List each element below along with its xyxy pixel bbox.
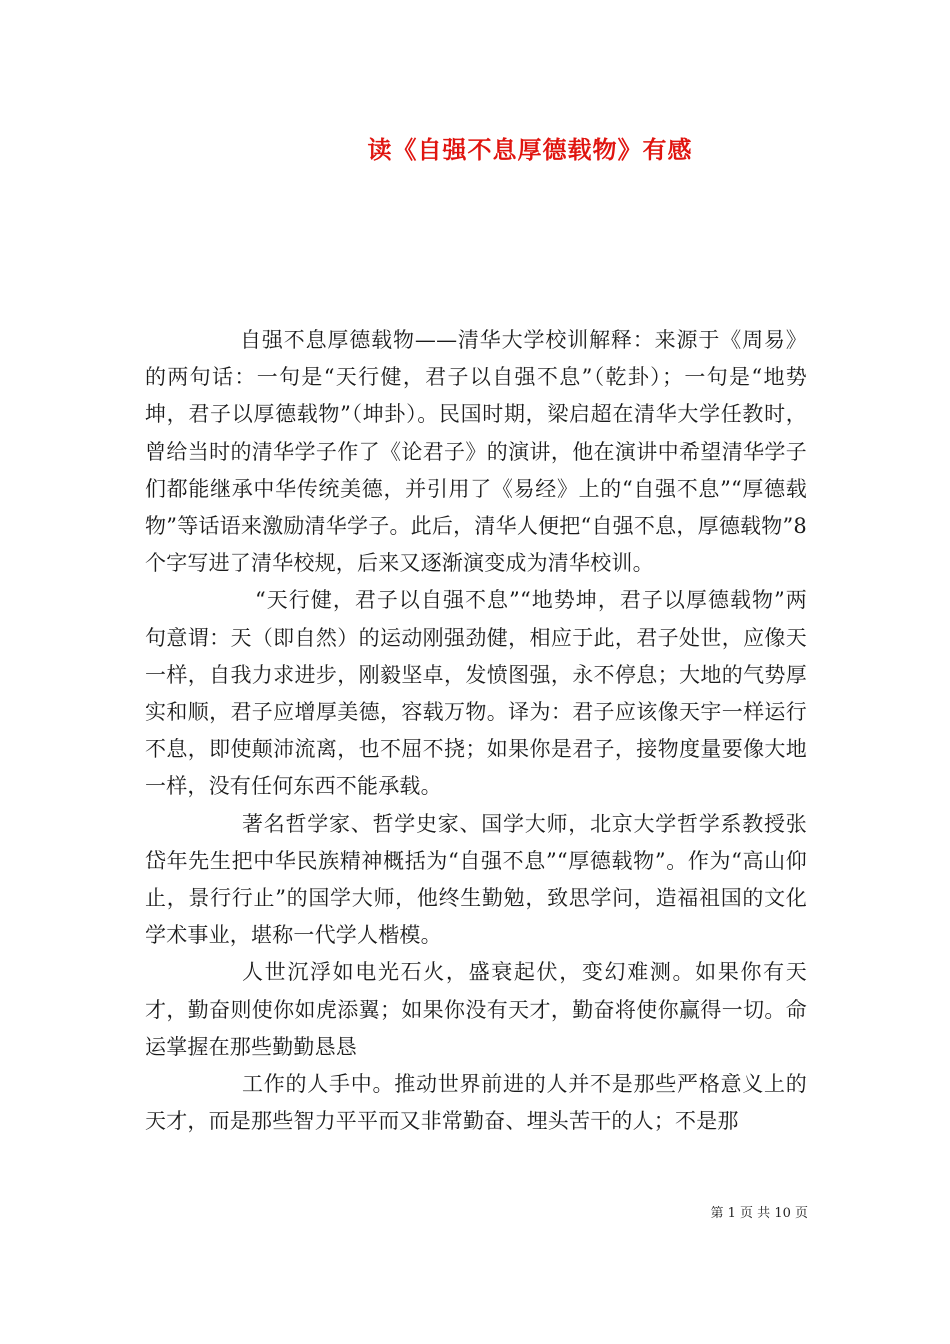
document-title: 读《自强不息厚德载物》有感 <box>367 136 693 164</box>
paragraph-5: 工作的人手中。推动世界前进的人并不是那些严格意义上的天才，而是那些智力平平而又非常勤奋、埋头苦干的人；不是那 <box>145 1072 807 1134</box>
paragraph-2: “天行健，君子以自强不息”“地势坤，君子以厚德载物”两句意谓：天（即自然）的运动刚强劲健，相应于此，君子处世，应像天一样，自我力求进步，刚毅坚卓，发愤图强，永不停息；大地的气势厚实和顺，君子应增厚美德，容载万物。译为：君子应该像天宇一样运行不息，即使颠沛流离，也不屈不挠；如果你是君子，接物度量要像大地一样，没有任何东西不能承载。 <box>145 588 807 799</box>
document-body <box>145 322 807 1140</box>
page-number-footer: 第 1 页 共 10 页 <box>710 1206 808 1221</box>
paragraph-4: 人世沉浮如电光石火，盛衰起伏，变幻难测。如果你有天才，勤奋则使你如虎添翼；如果你没有天才，勤奋将使你赢得一切。命运掌握在那些勤勤恳恳 <box>145 960 807 1059</box>
paragraph-1: 自强不息厚德载物——清华大学校训解释：来源于《周易》的两句话：一句是“天行健，君子以自强不息”（乾卦）；一句是“地势坤，君子以厚德载物”（坤卦）。民国时期，梁启超在清华大学任教时，曾给当时的清华学子作了《论君子》的演讲，他在演讲中希望清华学子们都能继承中华传统美德，并引用了《易经》上的“自强不息”“厚德载物”等话语来激励清华学子。此后，清华人便把“自强不息，厚德载物”8个字写进了清华校规，后来又逐渐演变成为清华校训。 <box>145 328 807 576</box>
paragraph-3: 著名哲学家、哲学史家、国学大师，北京大学哲学系教授张岱年先生把中华民族精神概括为“自强不息”“厚德载物”。作为“高山仰止，景行行止”的国学大师，他终生勤勉，致思学问，造福祖国的文化学术事业，堪称一代学人楷模。 <box>145 811 807 948</box>
